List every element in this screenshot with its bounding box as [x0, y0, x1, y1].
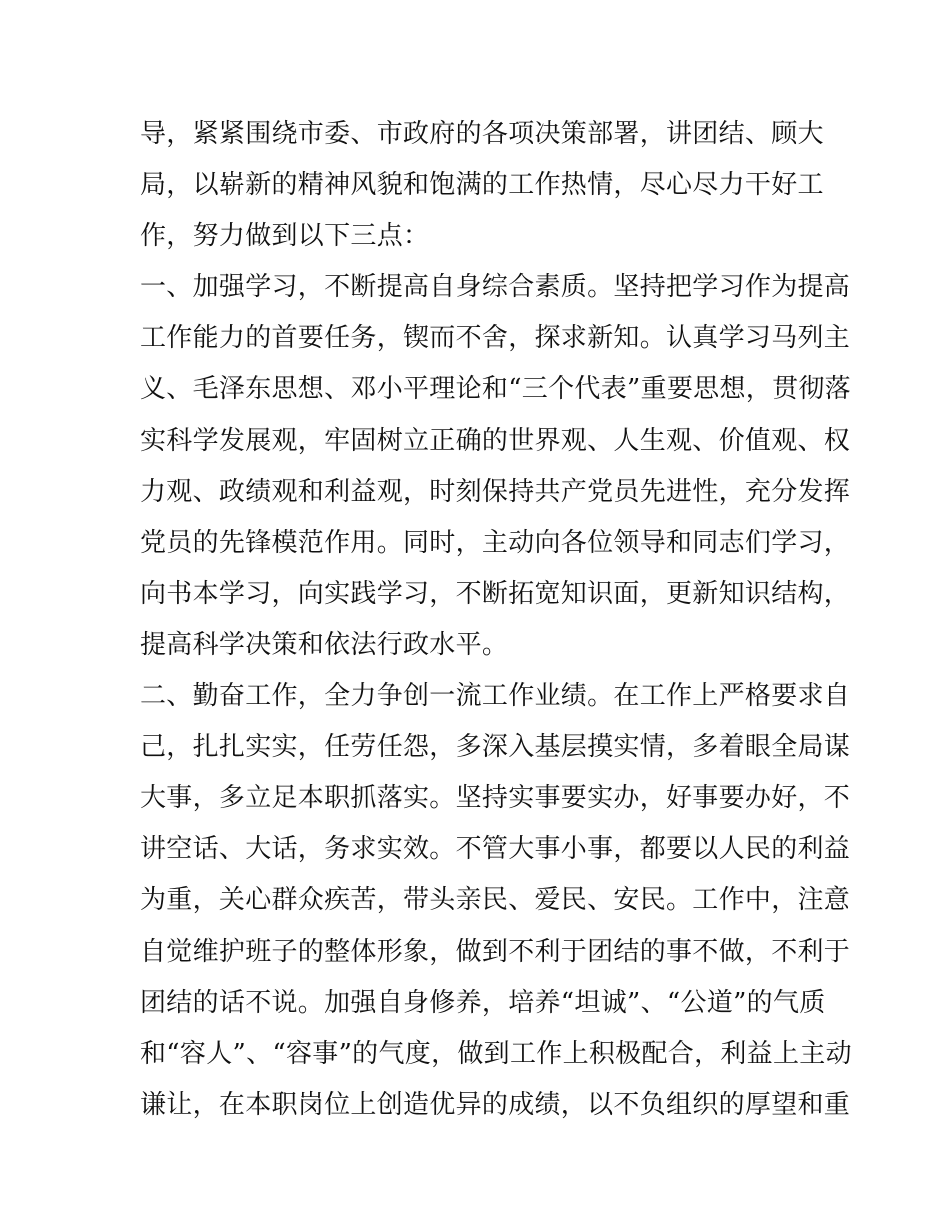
text-line: 工作能力的首要任务，锲而不舍，探求新知。认真学习马列主 [140, 323, 851, 354]
text-line: 实科学发展观，牢固树立正确的世界观、人生观、价值观、权 [140, 425, 851, 456]
text-line: 导，紧紧围绕市委、市政府的各项决策部署，讲团结、顾大 [140, 119, 824, 149]
text-line: 二、勤奋工作，全力争创一流工作业绩。在工作上严格要求自 [140, 681, 851, 712]
body-text [140, 109, 852, 1131]
text-line: 提高科学决策和依法行政水平。 [140, 629, 509, 660]
text-line: 大事，多立足本职抓落实。坚持实事要实办，好事要办好，不 [140, 783, 851, 814]
text-line: 团结的话不说。加强自身修养，培养“坦诚”、“公道”的气质 [140, 987, 826, 1018]
text-line: 义、毛泽东思想、邓小平理论和“三个代表”重要思想，贯彻落 [140, 374, 851, 405]
text-line: 自觉维护班子的整体形象，做到不利于团结的事不做，不利于 [140, 936, 851, 967]
text-line: 力观、政绩观和利益观，时刻保持共产党员先进性，充分发挥 [140, 476, 851, 507]
text-line: 谦让，在本职岗位上创造优异的成绩，以不负组织的厚望和重 [140, 1089, 851, 1120]
text-line: 己，扎扎实实，任劳任怨，多深入基层摸实情，多着眼全局谋 [140, 732, 851, 763]
text-line: 一、加强学习，不断提高自身综合素质。坚持把学习作为提高 [140, 272, 851, 303]
text-line: 讲空话、大话，务求实效。不管大事小事，都要以人民的利益 [140, 834, 851, 865]
text-line: 局，以崭新的精神风貌和饱满的工作热情，尽心尽力干好工 [140, 170, 824, 201]
text-line: 作，努力做到以下三点： [140, 221, 430, 252]
text-line: 和“容人”、“容事”的气度，做到工作上积极配合，利益上主动 [140, 1038, 852, 1069]
text-line: 为重，关心群众疾苦，带头亲民、爱民、安民。工作中，注意 [140, 885, 851, 916]
text-line: 党员的先锋模范作用。同时，主动向各位领导和同志们学习， [140, 527, 851, 558]
text-line: 向书本学习，向实践学习，不断拓宽知识面，更新知识结构， [140, 578, 851, 609]
